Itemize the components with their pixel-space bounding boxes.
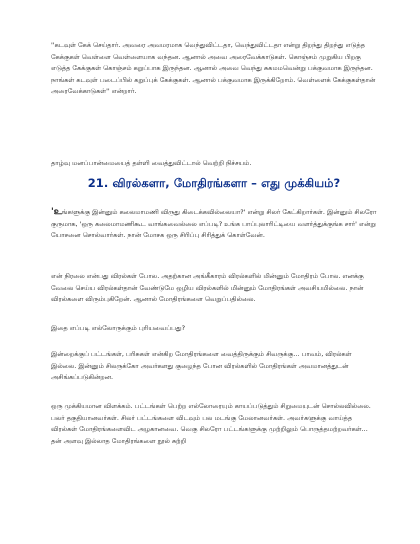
conclusion-sentence: தாழ்வு மனப்பான்மையைத் தள்ளி வைத்துவிட்டால் வெற்றி நிச்சயம். [51,159,252,167]
opening-paragraph [51,207,377,242]
drop-cap: 'உ [51,207,62,217]
fingers-rings-paragraph: என் நிரலை என்பது விரல்கள் போல. அதற்கான அங்கீகாரம் விரல்களில் மின்னும் மோதிரம் போல. எனக்கு வேலை செய்ய விரல்கள்தான் வேண்டுமே ஒழிய விரல்களில் மின்னும் மோதிரங்கள் அவசியமில்லை. நான் விரல்களை விரும்புகிறேன். ஆனால் மோதிரங்களை வெறுப்பதில்லை. [51,272,364,304]
awards-paragraph: இன்றைக்குப் பட்டங்கள், பரிசுகள் என்கிற மோதிரங்களை வைத்திருக்கும் சிவருக்கு... பாவம், விரல்கள் இல்லை. இன்னும் சிலருக்கோ அவர்களது குழைந்த போன விரல்களில் மோதிரங்கள் அவமானத்துடன் அசிங்கப்படுகின்றன. [51,350,352,382]
explanation-paragraph: ஒரு முக்கியமான விளக்கம். பட்டங்கள் பெற்ற எல்லோரையும் காயப்படுத்தும் சிறுமையுடன் சொல்லவில்லை. பலர் தகுதியானவர்கள். சிலர் பட்டங்களை விடவும் பல மடங்கு மேலானவர்கள். அவர்களுக்கு வாய்த்த விரல்கள் மோதிரங்களைவிட அழகானவை. வெகு சிலரோ பட்டங்களுக்கு முற்றிலும் பொருத்தமற்றவர்கள்... தன் அளவு இல்லாத மோதிரங்களை நூல் சுற்றி [51,402,371,445]
question-paragraph: இதை எப்படி எல்லோருக்கும் புரியவைப்பது? [51,324,186,332]
quote-paragraph: ''கடவுள் கேக் செய்தார். அவரை அவமரமாக வெந்துவிட்டதா, வெந்துவிட்டதா என்று திறந்து திறந்து எடுத்த கேக்குகள் வெள்ளை வெள்ளையாக வந்தன. ஆனால் அவை அரைவேக்காடுகள். கொஞ்சம் முறுகிய பிறகு எடுத்த கேக்குகள் கொஞ்சம் கறுப்பாக இருந்தன. ஆனால் அவை வெந்து சுகமமவென்று பக்குவமாக இருந்தன. நாங்கள் கடவுள் படைப்பில் கறுப்புக் கேக்குகள். ஆனால் பக்குவமாக இருக்கிறோம். வெள்ளைக் கேக்குகள்தான் அரைவேக்காடுகள்'' என்றார். [51,41,376,96]
opening-paragraph-text: ங்களுக்கு இன்னும் கலைமாமணி விருது கிடைக்கவில்லையா?' என்று சிலர் கேட்கிறார்கள். இன்னும் சிலரோ குருமாக, 'ஒரு கலைமாமணிகூட வாங்கவைல்லை எப்படி? உங்க பாப்புலாரிட்டியை வளர்த்துக்குங்க சார்' என்று யோசனை சொல்வார்கள். நான் மோசக ஒரு சிரிப்பு சிரித்துக் கொள்வேன். [51,208,377,240]
chapter-heading: 21. விரல்களா, மோதிரங்களா – எது முக்கியம்? [87,176,341,190]
